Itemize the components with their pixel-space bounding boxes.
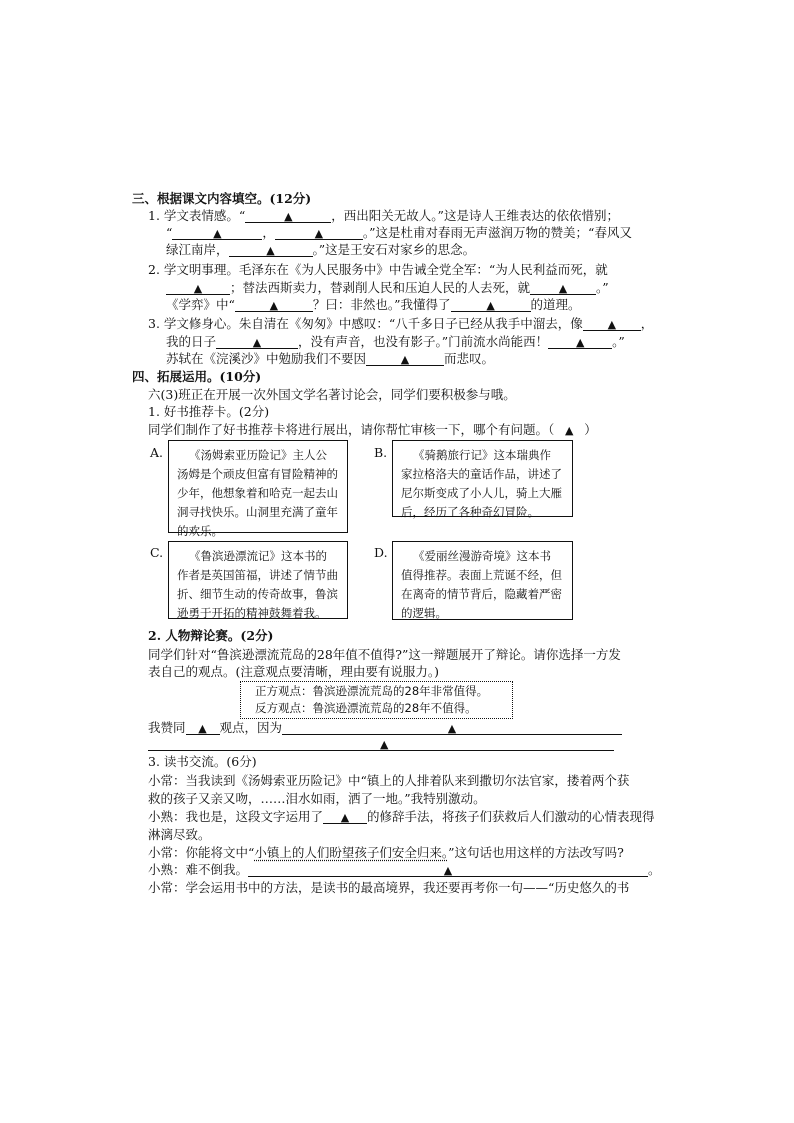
card-line: 的逻辑。 — [401, 606, 447, 620]
answer-blank[interactable] — [275, 225, 363, 240]
q1-text: 1. 学文表情感。“ — [148, 208, 246, 223]
card-line: 汤姆是个顽皮但富有冒险精神的 — [177, 467, 338, 481]
triangle-marker-icon: ▲ — [314, 227, 324, 240]
answer-blank[interactable] — [323, 809, 367, 824]
q2-text: 的道理。 — [530, 297, 581, 312]
card-line: 洞寻找快乐。山洞里充满了童年 — [177, 505, 338, 519]
triangle-marker-icon: ▲ — [400, 353, 410, 366]
part3-text: 。 — [648, 862, 661, 877]
triangle-marker-icon: ▲ — [252, 336, 262, 349]
q1-text: 绿江南岸， — [166, 242, 229, 257]
part2-line2: 表自己的观点。(注意观点要清晰，理由要有说服力。) — [148, 664, 440, 679]
q1-text: 。”这是杜甫对春雨无声滋润万物的赞美；“春风又 — [362, 225, 632, 240]
triangle-marker-icon: ▲ — [266, 244, 275, 257]
q1-text: “ — [166, 225, 173, 240]
q2-line3 — [166, 297, 581, 313]
answer-blank[interactable] — [248, 862, 648, 877]
part3-line3 — [148, 809, 655, 825]
part1-question — [148, 422, 597, 438]
answer-blank[interactable] — [166, 280, 230, 295]
triangle-marker-icon: ▲ — [269, 299, 279, 312]
triangle-marker-icon: ▲ — [380, 738, 389, 751]
answer-blank[interactable] — [282, 720, 622, 735]
q3-text: ，没有声音，也没有影子。”门前流水尚能西！ — [298, 334, 549, 349]
q3-text: 苏轼在《浣溪沙》中勉励我们不要因 — [166, 351, 367, 366]
part3-line6 — [148, 862, 661, 878]
emphasized-sentence: 小镇上的人们盼望孩子们安全归来。 — [254, 845, 449, 860]
q3-text: 。” — [612, 334, 625, 349]
answer-blank[interactable] — [235, 297, 313, 312]
q2-line1: 2. 学文明事理。毛泽东在《为人民服务中》中告诫全党全军：“为人民利益而死，就 — [148, 262, 608, 277]
triangle-marker-icon: ▲ — [213, 227, 222, 240]
pro-viewpoint: 正方观点：鲁滨逊漂流荒岛的28年非常值得。 — [255, 684, 489, 698]
triangle-marker-icon: ▲ — [575, 336, 585, 349]
q3-line3 — [166, 351, 494, 367]
triangle-marker-icon: ▲ — [193, 282, 203, 295]
part3-text: ”这句话也用这样的方法改写吗? — [448, 845, 624, 860]
q1-line2 — [166, 225, 632, 241]
card-line: 《爱丽丝漫游奇境》这本书 — [413, 549, 551, 563]
answer-blank[interactable] — [172, 225, 262, 240]
part2-line1: 同学们针对“鲁滨逊漂流荒岛的28年值不值得?”这一辩题展开了辩论。请你选择一方发 — [148, 647, 621, 662]
card-line: 的欢乐。 — [177, 524, 223, 538]
q3-text: 而悲叹。 — [444, 351, 495, 366]
book-card-a — [168, 440, 348, 538]
triangle-marker-icon: ▲ — [607, 318, 617, 331]
q1-text: ，西出阳关无故人。”这是诗人王维表达的依依惜别； — [331, 208, 619, 223]
q2-text: ；替法西斯卖力，替剥削人民和压迫人民的人去死，就 — [230, 280, 531, 295]
part3-line1: 小常：当我读到《汤姆索亚历险记》中“镇上的人排着队来到撒切尔法官家，搂着两个获 — [148, 773, 630, 788]
part3-line2: 救的孩子又亲又吻，……泪水如雨，洒了一地。”我特别激动。 — [148, 791, 486, 806]
triangle-marker-icon: ▲ — [198, 722, 207, 735]
card-line: 逊勇于开拓的精神鼓舞着我。 — [177, 606, 327, 620]
answer-blank[interactable] — [583, 316, 641, 331]
card-line: 后，经历了各种奇幻冒险。 — [401, 505, 539, 519]
q3-line1 — [148, 316, 653, 332]
option-d-label: D. — [374, 545, 388, 560]
answer-blank[interactable] — [366, 351, 444, 366]
option-b-label: B. — [374, 445, 388, 460]
part2-answer-line — [148, 720, 622, 736]
card-line: 家拉格洛夫的童话作品，讲述了 — [401, 467, 562, 481]
q2-line2 — [166, 280, 609, 296]
book-card-d — [392, 541, 573, 620]
triangle-marker-icon: ▲ — [558, 282, 568, 295]
part3-title: 3. 读书交流。(6分) — [148, 754, 257, 769]
part3-text: 小熟：我也是，这段文字运用了 — [148, 809, 324, 824]
book-card-c — [168, 541, 348, 619]
q1-line3 — [166, 242, 475, 258]
option-a-label: A. — [150, 445, 164, 460]
card-line: 《骑鹅旅行记》这本瑞典作 — [413, 448, 551, 462]
part1-text: ） — [584, 422, 597, 437]
part2-text: 我赞同 — [148, 720, 186, 735]
part3-text: 小常：你能将文中“ — [148, 845, 255, 860]
card-line: 作者是英国笛福，讲述了情节曲 — [177, 568, 338, 582]
q2-text: 《学弈》中“ — [166, 297, 235, 312]
section-4-title: 四、拓展运用。(10分) — [132, 369, 262, 384]
answer-blank[interactable] — [451, 297, 531, 312]
part3-line4: 淋漓尽致。 — [148, 827, 211, 842]
section-3-title: 三、根据课文内容填空。(12分) — [132, 191, 312, 206]
triangle-marker-icon: ▲ — [284, 210, 293, 223]
section-4-intro: 六(3)班正在开展一次外国文学名著讨论会，同学们要积极参与哦。 — [148, 387, 516, 402]
card-line: 尼尔斯变成了小人儿，骑上大雁 — [401, 486, 562, 500]
q3-text: 我的日子 — [166, 334, 217, 349]
triangle-marker-icon: ▲ — [486, 299, 495, 312]
option-c-label: C. — [150, 545, 164, 560]
part2-title: 2. 人物辩论赛。(2分) — [148, 628, 274, 643]
part3-text: 的修辞手法，将孩子们获救后人们激动的心情表现得 — [367, 809, 655, 824]
part1-title: 1. 好书推荐卡。(2分) — [148, 404, 270, 419]
part3-text: 小熟：难不倒我。 — [148, 862, 249, 877]
card-line: 《汤姆索亚历险记》主人公 — [189, 448, 327, 462]
answer-blank[interactable] — [186, 720, 220, 735]
answer-line[interactable] — [148, 750, 614, 751]
con-viewpoint: 反方观点：鲁滨逊漂流荒岛的28年不值得。 — [255, 701, 477, 715]
triangle-marker-icon: ▲ — [443, 864, 453, 877]
debate-viewpoints-box — [240, 681, 513, 719]
triangle-marker-icon: ▲ — [447, 722, 457, 735]
answer-blank[interactable] — [216, 334, 298, 349]
q3-text: ， — [640, 316, 654, 331]
card-line: 折、细节生动的传奇故事，鲁滨 — [177, 587, 338, 601]
triangle-marker-icon: ▲ — [565, 424, 574, 437]
q1-line1 — [148, 208, 619, 224]
q3-line2 — [166, 334, 625, 350]
q2-text: 。” — [596, 280, 609, 295]
q1-text: ， — [262, 225, 275, 240]
answer-blank[interactable] — [245, 208, 331, 223]
card-line: 值得推荐。表面上荒诞不经，但 — [401, 568, 562, 582]
part3-line5 — [148, 845, 624, 861]
answer-blank[interactable] — [554, 422, 584, 436]
part2-text: 观点，因为 — [219, 720, 283, 735]
answer-blank[interactable] — [229, 242, 313, 257]
q2-text: ？曰：非然也。”我懂得了 — [312, 297, 451, 312]
q1-text: 。”这是王安石对家乡的思念。 — [312, 242, 476, 257]
part1-text: 同学们制作了好书推荐卡将进行展出，请你帮忙审核一下，哪个有问题。（ — [148, 422, 555, 437]
answer-blank[interactable] — [530, 280, 596, 295]
answer-blank[interactable] — [548, 334, 612, 349]
triangle-marker-icon: ▲ — [340, 811, 350, 824]
card-line: 在离奇的情节背后，隐藏着严密 — [401, 587, 562, 601]
part3-line7: 小常：学会运用书中的方法，是读书的最高境界，我还要再考你一句——“历史悠久的书 — [148, 880, 630, 895]
card-line: 《鲁滨逊漂流记》这本书的 — [189, 549, 327, 563]
card-line: 少年，他想象着和哈克一起去山 — [177, 486, 338, 500]
q3-text: 3. 学文修身心。朱自清在《匆匆》中感叹：“八千多日子已经从我手中溜去，像 — [148, 316, 583, 331]
book-card-b — [392, 440, 573, 517]
